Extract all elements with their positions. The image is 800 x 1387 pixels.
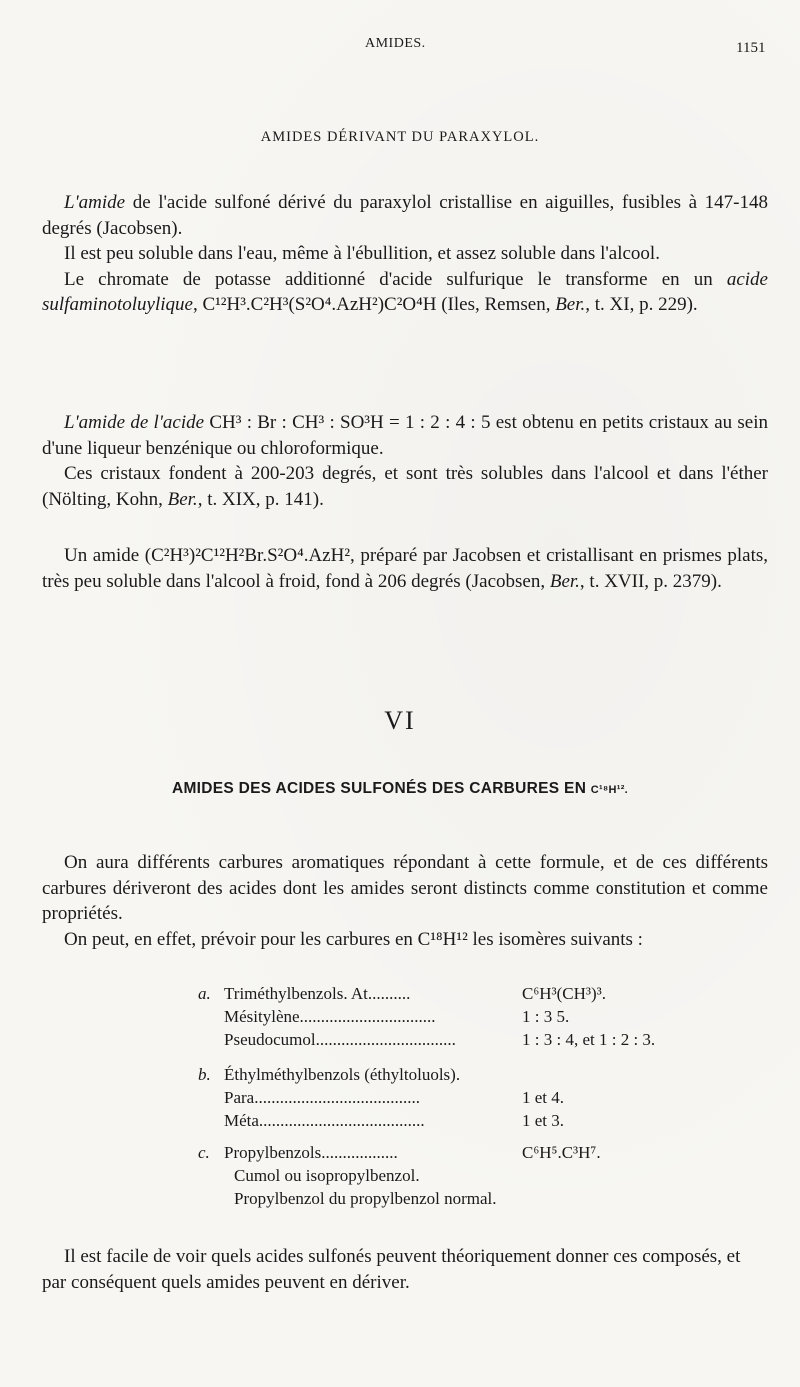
list-item <box>190 1086 750 1109</box>
paragraph-carbures: On aura différents carbures aromatiques répondant à cette formule, et de ces différents carbures dériveront des acides dont les amides seront distincts comme constitution et comme propriétés. <box>42 852 768 924</box>
section-title: AMIDES DÉRIVANT DU PARAXYLOL. <box>260 129 540 145</box>
list-name: Mésitylène................................ <box>224 1007 436 1026</box>
page-number: 1151 <box>736 40 766 56</box>
list-value: C⁶H⁵.C³H⁷. <box>522 1143 601 1162</box>
paragraph-isomeres: On peut, en effet, prévoir pour les carbures en C¹⁸H¹² les isomères suivants : <box>64 928 643 950</box>
list-letter: b. <box>198 1065 211 1084</box>
running-head <box>0 36 800 58</box>
citation-journal: Ber. <box>549 570 580 592</box>
paragraph-text: Ces cristaux fondent à 200-203 degrés, et sont très solubles dans l'alcool et dans l'éther (Nölting, Kohn, <box>42 463 768 510</box>
list-name: Propylbenzol du propylbenzol normal. <box>234 1189 497 1208</box>
list-item <box>190 1005 750 1028</box>
list-item <box>190 1164 750 1187</box>
paragraph-jacobsen-amide <box>42 543 768 594</box>
list-name: Para....................................... <box>224 1088 420 1107</box>
paragraph-text: , t. XIX, p. 141). <box>197 488 324 510</box>
paragraph-emphasis: L'amide de l'acide <box>64 412 205 433</box>
bromo-amide-paragraphs <box>42 410 768 512</box>
list-item <box>190 1109 750 1132</box>
paragraph-text: , C¹²H³.C²H³(S²O⁴.AzH²)C²O⁴H (Iles, Remsen, <box>192 294 556 315</box>
isomer-list <box>190 982 750 1210</box>
paraxylol-paragraphs <box>42 190 768 318</box>
list-value: 1 et 3. <box>522 1111 565 1130</box>
chapter-title <box>0 780 800 798</box>
paragraph-crystals <box>42 461 768 512</box>
list-name: Propylbenzols.................. <box>224 1143 398 1162</box>
list-item <box>190 982 750 1005</box>
jacobsen-paragraph-block <box>42 543 768 594</box>
paragraph-solubility: Il est peu soluble dans l'eau, même à l'ébullition, et assez soluble dans l'alcool. <box>64 243 660 264</box>
list-value: 1 : 3 5. <box>522 1007 570 1026</box>
paragraph-amide-bromo <box>42 410 768 461</box>
list-value: 1 : 3 : 4, et 1 : 2 : 3. <box>522 1030 656 1049</box>
chapter-title-text: AMIDES DES ACIDES SULFONÉS DES CARBURES EN <box>171 780 591 797</box>
list-name: Éthylméthylbenzols (éthyltoluols). <box>224 1065 461 1084</box>
paragraph-text: Le chromate de potasse additionné d'acide sulfurique le transforme en un <box>64 268 727 290</box>
paragraph-chromate <box>42 267 768 318</box>
paragraph-text: Un amide (C²H³)²C¹²H²Br.S²O⁴.AzH², préparé par Jacobsen et cristallisant en prismes plats, très peu soluble dans l'alcool à froid, fond à 206 degrés (Jacobsen, <box>42 545 768 592</box>
list-name: Pseudocumol................................. <box>224 1030 456 1049</box>
list-spacer <box>190 1132 750 1141</box>
list-name: Cumol ou isopropylbenzol. <box>234 1166 420 1185</box>
list-value: C⁶H³(CH³)³. <box>522 984 607 1003</box>
list-spacer <box>190 1051 750 1063</box>
chapter-intro <box>42 850 768 952</box>
list-item <box>190 1141 750 1164</box>
paragraph-emphasis: L'amide <box>64 192 126 213</box>
list-letter: c. <box>198 1143 210 1162</box>
chapter-title-formula: C¹⁸H¹². <box>590 784 629 796</box>
chapter-number: VI <box>384 706 416 735</box>
list-name: Méta....................................... <box>224 1111 425 1130</box>
paragraph-text: , t. XVII, p. 2379). <box>579 570 722 592</box>
closing-paragraph <box>42 1244 768 1295</box>
list-item <box>190 1187 750 1210</box>
paragraph-text: CH³ : Br : CH³ : SO³H = 1 : 2 : 4 : 5 est obtenu en petits cristaux au sein d'une liqueur benzénique ou chloroformique. <box>42 412 769 459</box>
list-item <box>190 1028 750 1051</box>
paragraph-closing: Il est facile de voir quels acides sulfonés peuvent théoriquement donner ces composés, et par conséquent quels amides peuvent en dériver. <box>42 1246 741 1293</box>
paragraph-amide-paraxylol <box>42 190 768 241</box>
list-letter: a. <box>198 984 211 1003</box>
list-item <box>190 1063 750 1086</box>
paragraph-text: , t. XI, p. 229). <box>585 294 698 315</box>
paragraph-emphasis: acide sulfaminotoluylique <box>42 268 768 315</box>
citation-journal: Ber. <box>167 488 198 510</box>
list-name: Triméthylbenzols. At.......... <box>224 984 411 1003</box>
running-head-title: AMIDES. <box>365 36 426 51</box>
citation-journal: Ber. <box>555 294 586 315</box>
list-value: 1 et 4. <box>522 1088 565 1107</box>
paragraph-text: de l'acide sulfoné dérivé du paraxylol cristallise en aiguilles, fusibles à 147-148 degrés (Jacobsen). <box>42 192 768 239</box>
